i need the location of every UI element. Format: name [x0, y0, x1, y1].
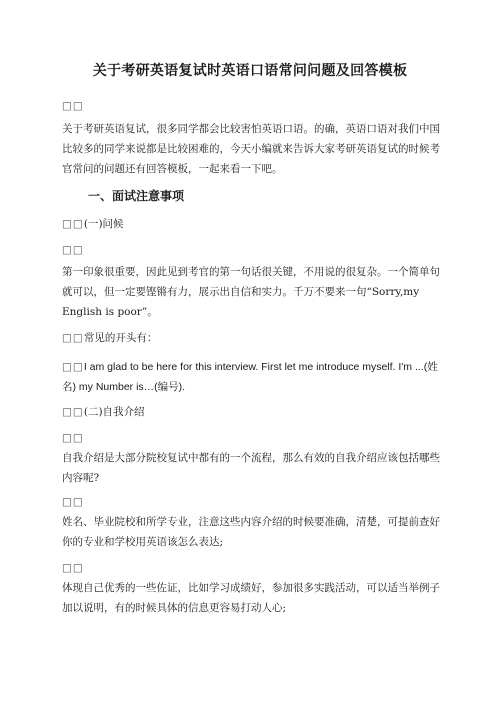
page-title: 关于考研英语复试时英语口语常问问题及回答模板: [92, 63, 408, 79]
box-marker: □□: [62, 432, 84, 444]
greeting-paragraph: 第一印象很重要，因此见到考官的第一句话很关键，不用说的很复杂。一个简单句就可以，但一定要铿锵有力，展示出自信和实力。千万不要来一句“Sorry,my English is poor”。: [62, 266, 440, 318]
self-intro-paragraph: 自我介绍是大部分院校复试中都有的一个流程，那么有效的自我介绍应该包括哪些内容呢?: [62, 452, 440, 484]
section-heading: 一、面试注意事项: [88, 189, 185, 203]
opening-example-text: I am glad to be here for this interview. First let me introduce myself. I'm ...(姓名) my Number is…(编号).: [62, 361, 438, 393]
box-marker: □□: [62, 218, 84, 230]
common-openings-label: 常见的开头有：: [83, 332, 158, 344]
box-marker: □□: [62, 332, 84, 344]
subsection-label: (二)自我介绍: [83, 406, 145, 418]
box-marker: □□: [62, 244, 84, 256]
intro-paragraph: 关于考研英语复试，很多同学都会比较害怕英语口语。的确，英语口语对我们中国比较多的同学来说都是比较困难的，今天小编就来告诉大家考研英语复试的时候考官常问的问题还有回答模板，一起来看一下吧。: [62, 123, 440, 175]
evidence-paragraph: 体现自己优秀的一些佐证，比如学习成绩好，参加很多实践活动，可以适当举例子加以说明，有的时候具体的信息更容易打动人心;: [62, 582, 440, 614]
opening-example: [62, 357, 444, 397]
subsection-label: (一)问候: [83, 218, 124, 230]
name-school-paragraph: 姓名、毕业院校和所学专业，注意这些内容介绍的时候要准确，清楚，可提前查好你的专业和学校用英语该怎么表达;: [62, 516, 440, 548]
box-marker: □□: [62, 496, 84, 508]
box-marker: □□: [62, 406, 84, 418]
box-marker: □□: [62, 100, 84, 112]
box-marker: □□: [62, 562, 84, 574]
box-marker: □□: [62, 361, 84, 373]
common-openings: [62, 330, 157, 345]
subsection-self-intro: [62, 404, 145, 419]
subsection-greeting: [62, 216, 124, 231]
